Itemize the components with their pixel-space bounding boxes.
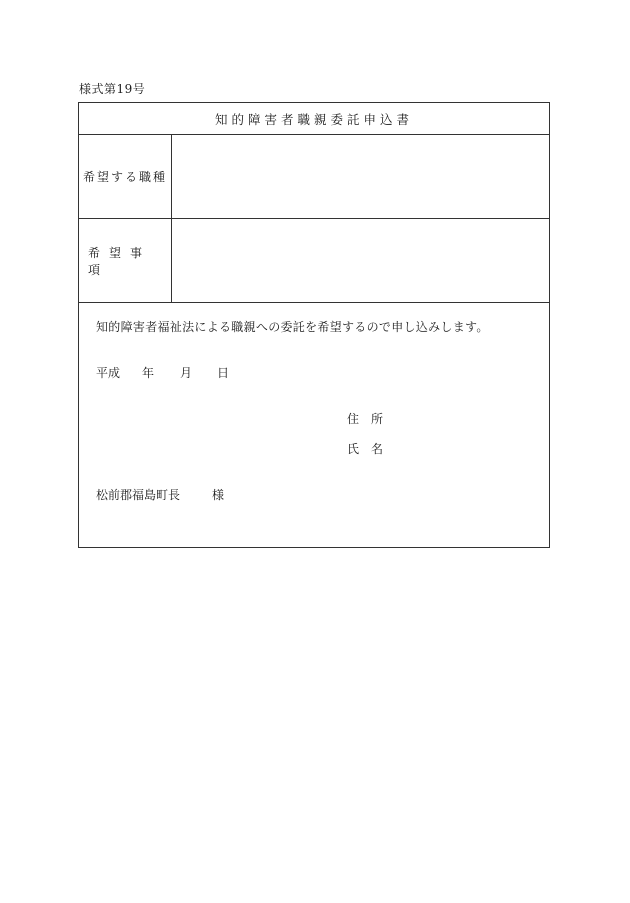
addressee-name: 松前郡福島町長 (96, 488, 181, 502)
date-year-label: 年 (142, 366, 155, 380)
date-day-label: 日 (217, 366, 230, 380)
date-era: 平成 (96, 366, 121, 380)
declaration-area (79, 303, 549, 547)
form-title-row (79, 103, 549, 135)
date-month-label: 月 (180, 366, 193, 380)
desired-job-field[interactable] (172, 135, 549, 218)
name-label: 氏名 (347, 442, 396, 456)
desired-items-field[interactable] (172, 219, 549, 302)
form-title: 知的障害者職親委託申込書 (214, 111, 413, 127)
application-form (78, 102, 550, 548)
form-number: 様式第19号 (79, 82, 146, 96)
desired-job-row (79, 135, 549, 219)
addressee-honorific: 様 (212, 488, 225, 502)
desired-items-row (79, 219, 549, 303)
desired-job-label: 希望する職種 (79, 135, 172, 218)
address-label: 住所 (347, 412, 396, 426)
date-line (96, 364, 229, 381)
declaration-text: 知的障害者福祉法による職親への委託を希望するので申し込みします。 (96, 320, 489, 334)
desired-items-label: 希望事項 (79, 219, 172, 302)
addressee (96, 486, 224, 503)
